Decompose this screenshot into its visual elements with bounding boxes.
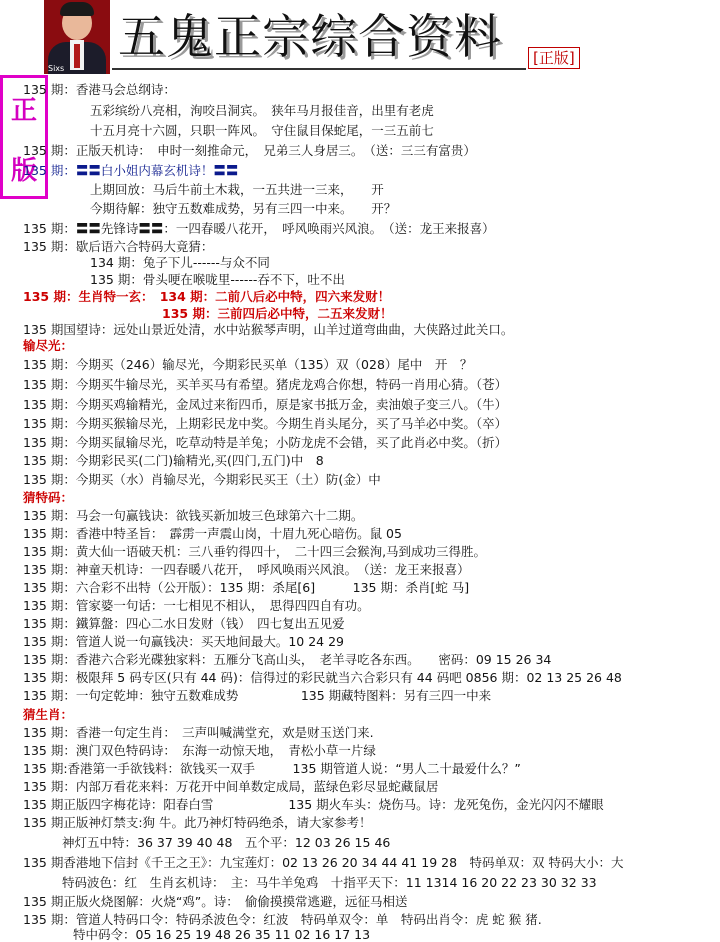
text-line: 神灯五中特：36 37 39 40 48 五个平：12 03 26 15 46 <box>62 835 391 850</box>
text-line: 135 期：马会一句赢钱诀：欲钱买新加坡三色球第六十二期。 <box>23 508 364 523</box>
text-line: 135 期：歇后语六合特码大竟猜： <box>23 239 214 254</box>
text-line: 135 期：骨头哽在喉咙里------吞不下，吐不出 <box>90 272 345 287</box>
text-line: 135 期正版四字梅花诗：阳春白雪 135 期火车头：烧伤马。诗：龙死兔伤，金光闪闪不耀眼 <box>23 797 604 812</box>
text-line: 十五月亮十六圆，只职一阵风。 守住鼠目保蛇尾，一三五前七 <box>90 123 434 138</box>
text-line: 135 期:香港第一手欲钱料：欲钱买一双手 135 期管道人说：“男人二十最爱什么？” <box>23 761 521 776</box>
text-line: 135 期：黄大仙一语破天机：三八垂钓得四十， 二十四三会猴洵,马到成功三得胜。 <box>23 544 487 559</box>
text-line: 135 期：六合彩不出特（公开版）：135 期：杀尾[6] 135 期：杀肖[蛇 马] <box>23 580 470 595</box>
portrait-tie <box>74 44 80 68</box>
text-line: 上期回放：马后牛前土木栽，一五共进一三来， 开 <box>90 182 384 197</box>
page-title: 五鬼正宗综合资料 <box>118 10 502 65</box>
text-line: 135 期正版神灯禁支:狗 牛。此乃神灯特码绝杀，请大家参考！ <box>23 815 372 830</box>
portrait-caption: Sixs <box>48 64 65 73</box>
text-line: 135 期：管道人说一句赢钱决：买天地间最大。10 24 29 <box>23 634 344 649</box>
text-line: 135 期：鐵算盤：四心二水日发财（钱） 四七复出五见爱 <box>23 616 345 631</box>
text-line: 135 期：管道人特码口令：特码杀波色令：红波 特码单双令：单 特码出肖令：虎 蛇 猴 猪. <box>23 912 542 927</box>
title-underline <box>112 68 526 70</box>
text-line: 135 期：香港一句定生肖： 三声叫喊满堂充，欢是财玉送门来. <box>23 725 374 740</box>
portrait-photo <box>44 0 110 74</box>
text-line: 135 期国望诗：远处山景近处清，水中站猴琴声明，山羊过道弯曲曲，大侠路过此关口。 <box>23 322 514 337</box>
text-line: 135 期：香港六合彩光碟独家料：五雁分飞高山头， 老羊寻吃各东西。 密码：09 15 26 34 <box>23 652 552 667</box>
text-line: 135 期：〓〓白小姐内幕玄机诗！〓〓 <box>23 163 239 178</box>
section-heading: 输尽光： <box>23 338 74 353</box>
section-heading: 猜特码： <box>23 490 74 505</box>
text-line: 135 期：正版天机诗： 申时一刻推命元， 兄弟三人身居三。 （送：三三有富贵） <box>23 143 476 158</box>
text-line: 135 期：今期买（246）输尽光，今期彩民买单（135）双（028）尾中 开 ？ <box>23 357 473 372</box>
text-line: 134 期：兔子下儿------与众不同 <box>90 255 270 270</box>
text-line: 135 期：一句定乾坤：独守五数难成势 135 期藏特图料：另有三四一中来 <box>23 688 492 703</box>
text-line: 135 期：澳门双色特码诗： 东海一动惊天地， 青松小草一片绿 <box>23 743 376 758</box>
stamp-char-1: 正 <box>10 96 37 126</box>
text-line: 135 期：今期买牛输尽光，买羊买马有希望。猪虎龙鸡合你想，特码一肖用心猜。（苍） <box>23 377 508 392</box>
text-line: 135 期正版火烧图解：火烧“鸡”。诗： 偷偷摸摸常逃避，远征马相送 <box>23 894 408 909</box>
text-line: 135 期：香港中特圣旨： 霹雳一声震山岗，十眉九死心暗伤。鼠 05 <box>23 526 402 541</box>
text-line: 135 期：今期彩民买(二门)输精光,买(四门,五门)中 8 <box>23 453 324 468</box>
text-line: 135 期：今期买猴输尽光，上期彩民龙中奖。今期生肖头尾分，买了马羊必中奖。（卒） <box>23 416 508 431</box>
text-line: 五彩缤纷八亮相，洵咬吕洞宾。 狭年马月报佳音，出里有老虎 <box>90 103 434 118</box>
text-line: 135 期：香港马会总纲诗： <box>23 82 176 97</box>
text-line: 135 期：生肖特一玄： 134 期：二前八后必中特，四六来发财！ <box>23 289 391 304</box>
text-line: 135 期：极限拜 5 码专区(只有 44 码)：信得过的彩民就当六合彩只有 44 码吧 0856 期：02 13 25 26 48 <box>23 670 622 685</box>
text-line: 135 期香港地下信封《千王之王》：九宝莲灯：02 13 26 20 34 44 41 19 28 特码单双：双 特码大小：大 <box>23 855 624 870</box>
stamp-char-2: 版 <box>10 156 37 186</box>
section-heading: 猜生肖： <box>23 707 74 722</box>
text-line: 135 期：三前四后必中特，二五来发财！ <box>162 306 393 321</box>
text-line: 135 期：管家婆一句话：一七相见不相认， 思得四四自有功。 <box>23 598 370 613</box>
text-line: 135 期：神童天机诗：一四春暖八花开， 呼风唤雨兴风浪。 （送：龙王来报喜） <box>23 562 470 577</box>
text-line: 特码波色：红 生肖玄机诗： 主：马牛羊兔鸡 十指平天下：11 1314 16 20 22 23 30 32 33 <box>62 875 597 890</box>
text-line: 今期待解：独守五数难成势，另有三四一中来。 开？ <box>90 201 397 216</box>
portrait-hair <box>60 2 94 16</box>
text-line: 135 期：今期买鼠输尽光，吃草动特是羊兔；小防龙虎不会错，买了此肖必中奖。（折） <box>23 435 508 450</box>
edition-badge: [正版] <box>528 47 580 69</box>
text-line: 135 期：今期买鸡输精光，金凤过来衔四币，原是家书抵万金，卖油娘子变三八。（牛） <box>23 397 508 412</box>
text-line: 135 期：内部万看花来料：万花开中间单数定成局，蓝绿色彩尽显蛇藏鼠居 <box>23 779 439 794</box>
text-line: 特中码令：05 16 25 19 48 26 35 11 02 16 17 13 <box>73 927 371 942</box>
text-line: 135 期：〓〓先锋诗〓〓：一四春暖八花开， 呼风唤雨兴风浪。 （送：龙王来报喜） <box>23 221 495 236</box>
text-line: 135 期：今期买（水）肖输尽光，今期彩民买王（土）防(金）中 <box>23 472 381 487</box>
